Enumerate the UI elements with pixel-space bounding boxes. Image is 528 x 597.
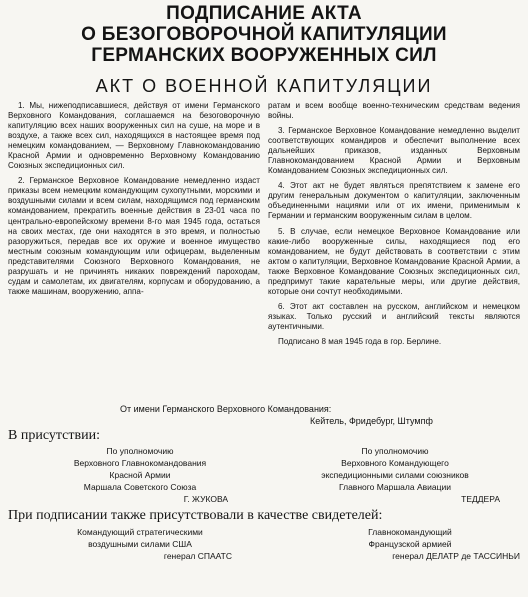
paragraph: 2. Германское Верховное Командование немедленно издаст приказы всем немецким командующим сухопутными, морскими и воздушными силами и всем силам, находящимся под германским командованием, прекратить военные действия в 23-01 часа по центрально-европейскому времени 8-го мая 1945 года, остаться на своих местах, где они находятся в это время, и полностью разоружиться, передав все их оружие и военное имущество местным союзным командующим или офицерам, выделенным представителями Союзного Верховного Командования, не разрушать и не причинять никаких повреждений пароходам, судам и самолетам, их двигателям, корпусам и оборудованию, а также машинам, вооружению, аппа- [8,176,260,296]
title-line-1: ПОДПИСАНИЕ АКТА [166,3,362,24]
witness-name: генерал ДЕЛАТР де ТАССИНЬИ [392,551,520,561]
german-signatories: Кейтель, Фридебург, Штумпф [310,416,433,426]
title-line-2: О БЕЗОГОВОРОЧНОЙ КАПИТУЛЯЦИИ [81,24,447,45]
witness-name: генерал СПААТС [163,551,232,561]
soviet-signatory-block [30,445,250,505]
block-line: Главнокомандующий [368,527,452,537]
block-line: экспедиционными силами союзников [321,470,469,480]
block-line: По уполномочию [361,446,429,456]
block-line: Командующий стратегическими [77,527,203,537]
left-column [8,101,260,302]
fr-witness-block [300,526,520,562]
block-line: Французской армией [368,539,452,549]
paragraph: ратам и всем вообще военно-техническим средствам ведения войны. [268,101,520,121]
paragraph: 5. В случае, если немецкое Верховное Командование или какие-либо вооруженные силы, находящиеся под его командованием, не будут действовать в соответствии с этим актом о капитуляции, Верховное Командование Красной Армии, а также Верховное Командование Союзных экспедиционных сил, предпримут такие карательные меры, или другие действия, которые они сочтут необходимыми. [268,226,520,296]
signatory-name: ТЕДДЕРА [461,494,500,504]
block-line: Верховного Главнокомандования [73,458,207,468]
subtitle: АКТ О ВОЕННОЙ КАПИТУЛЯЦИИ [95,76,433,96]
block-line: По уполномочию [106,446,174,456]
paragraph: 4. Этот акт не будет являться препятствием к замене его другим генеральным документом о капитуляции, заключенным объединенными нациями или от их имени, применимым к Германии и германским вооруженным силам в целом. [268,181,520,221]
witnesses-heading: При подписании также присутствовали в качестве свидетелей: [8,508,383,523]
block-line: Маршала Советского Союза [83,482,197,492]
paragraph: 3. Германское Верховное Командование немедленно выделит соответствующих командиров и обеспечит выполнение всех дальнейших приказов, изданных Верховным Главнокомандованием Красной Армии и Верховным Командованием Союзных экспедиционных сил. [268,126,520,176]
us-witness-block [40,526,240,562]
block-line: Главного Маршала Авиации [338,482,451,492]
allied-signatory-block [290,445,500,505]
block-line: Красной Армии [109,470,171,480]
right-column [268,101,520,352]
title-line-3: ГЕРМАНСКИХ ВООРУЖЕННЫХ СИЛ [91,45,437,66]
signatory-name: Г. ЖУКОВА [183,494,228,504]
block-line: воздушными силами США [88,539,192,549]
paragraph: 6. Этот акт составлен на русском, английском и немецком языках. Только русский и английский тексты являются аутентичными. [268,301,520,331]
signed-date: Подписано 8 мая 1945 года в гор. Берлине. [278,336,442,346]
presence-heading: В присутствии: [8,428,100,443]
german-signature-line: От имени Германского Верховного Командования: [120,404,332,414]
block-line: Верховного Командующего [341,458,449,468]
paragraph: 1. Мы, нижеподписавшиеся, действуя от имени Германского Верховного Командования, соглашаемся на безоговорочную капитуляцию всех наших вооруженных сил на суше, на море и в воздухе, а также всех сил, находящихся в настоящее время под немецким командованием, — Верховному Главнокомандованию Красной Армии и одновременно Верховному Командованию Союзных экспедиционных сил. [8,101,260,171]
